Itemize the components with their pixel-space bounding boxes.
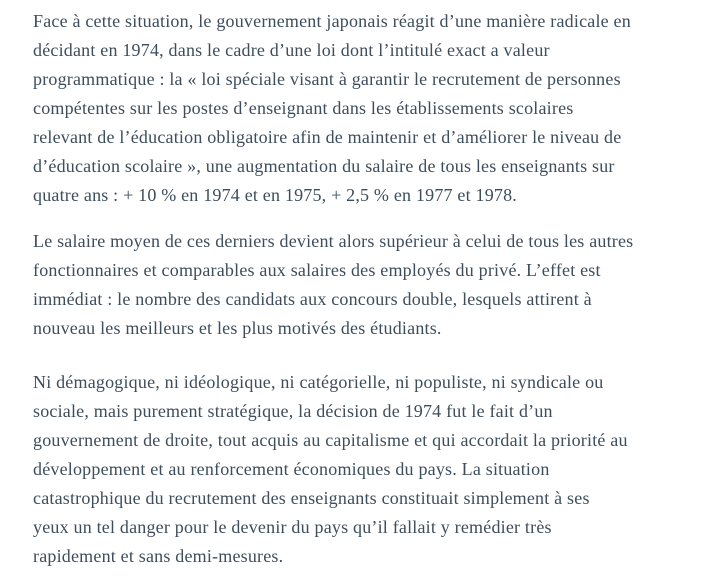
paragraph-salaire-effet	[33, 227, 692, 343]
text-line: décidant en 1974, dans le cadre d’une loi dont l’intitulé exact a valeur	[33, 40, 550, 60]
text-line: fonctionnaires et comparables aux salaires des employés du privé. L’effet est	[33, 260, 601, 280]
text-line: yeux un tel danger pour le devenir du pays qu’il fallait y remédier très	[33, 517, 552, 537]
text-line: catastrophique du recrutement des enseignants constituait simplement à ses	[33, 488, 590, 508]
text-line: compétentes sur les postes d’enseignant dans les établissements scolaires	[33, 98, 574, 118]
text-line: programmatique : la « loi spéciale visant à garantir le recrutement de personnes	[33, 69, 621, 89]
text-line: nouveau les meilleurs et les plus motivés des étudiants.	[33, 318, 442, 338]
text-line: Le salaire moyen de ces derniers devient alors supérieur à celui de tous les autres	[33, 231, 634, 251]
text-line: immédiat : le nombre des candidats aux concours double, lesquels attirent à	[33, 289, 592, 309]
text-line: quatre ans : + 10 % en 1974 et en 1975, + 2,5 % en 1977 et 1978.	[33, 185, 518, 205]
text-line: rapidement et sans demi-mesures.	[33, 546, 284, 566]
text-line: gouvernement de droite, tout acquis au capitalisme et qui accordait la priorité au	[33, 430, 628, 450]
text-line: Face à cette situation, le gouvernement japonais réagit d’une manière radicale en	[33, 11, 631, 31]
text-line: relevant de l’éducation obligatoire afin de maintenir et d’améliorer le niveau de	[33, 127, 622, 147]
paragraph-law-1974	[33, 7, 692, 210]
paragraph-decision-strategique	[33, 368, 692, 571]
text-line: développement et au renforcement économiques du pays. La situation	[33, 459, 550, 479]
text-line: d’éducation scolaire », une augmentation du salaire de tous les enseignants sur	[33, 156, 615, 176]
text-line: sociale, mais purement stratégique, la décision de 1974 fut le fait d’un	[33, 401, 553, 421]
text-line: Ni démagogique, ni idéologique, ni catégorielle, ni populiste, ni syndicale ou	[33, 372, 604, 392]
